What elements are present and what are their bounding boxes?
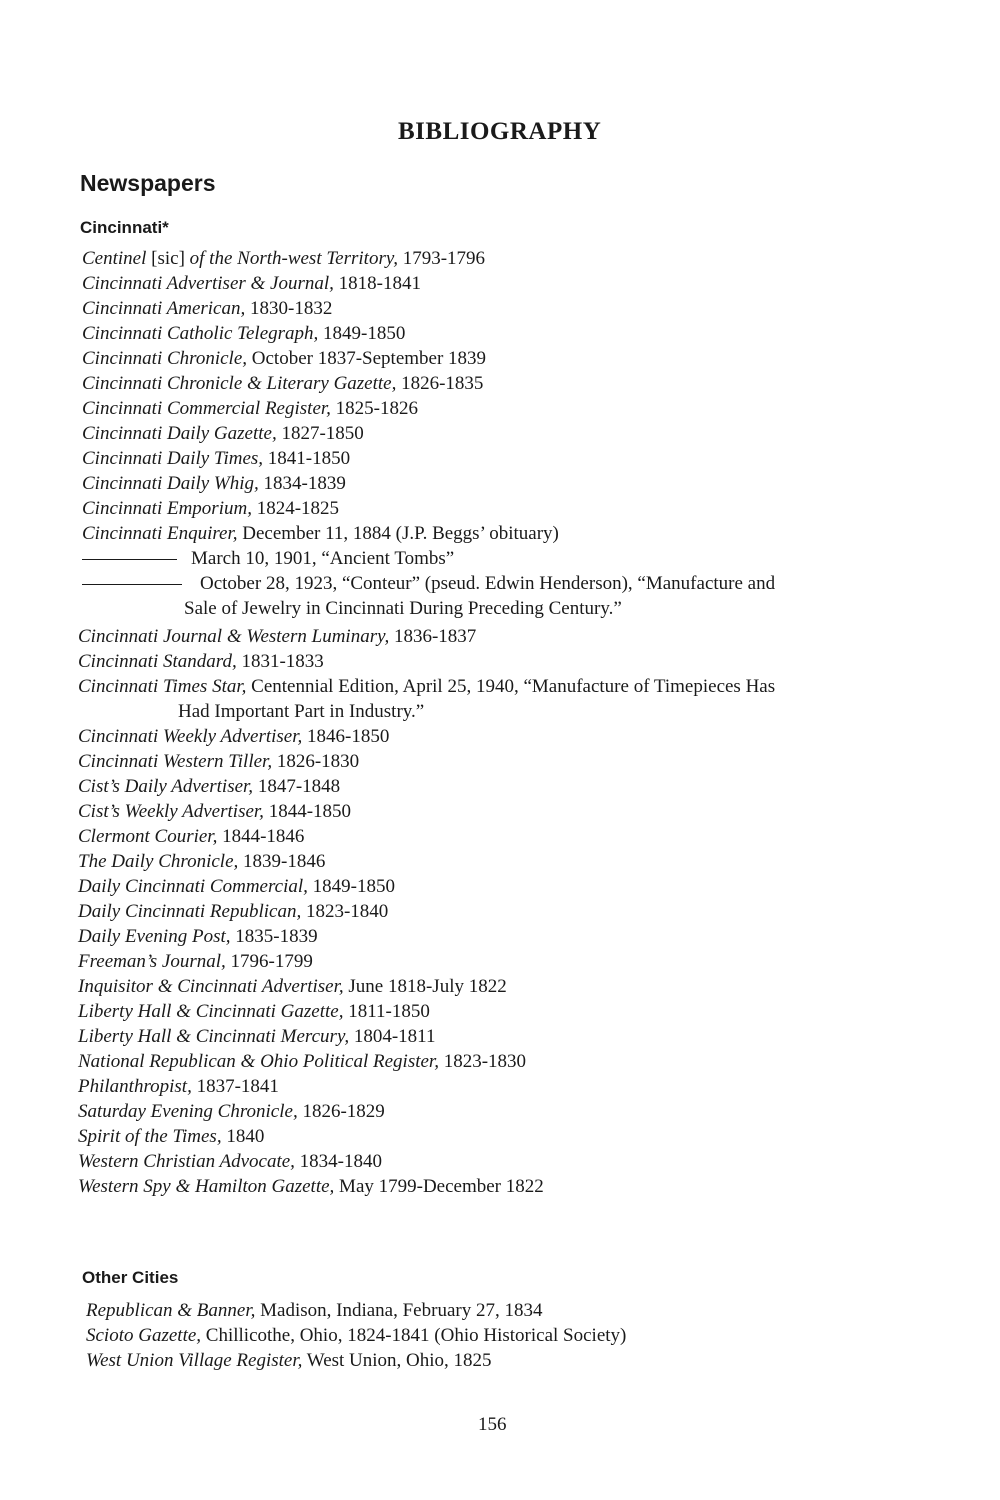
bibliography-entry — [82, 246, 485, 271]
entry-details: 1818-1841 — [333, 273, 421, 294]
entry-details: 1834-1839 — [258, 473, 346, 494]
bibliography-entry — [86, 1348, 492, 1373]
entry-details: 1823-1830 — [438, 1051, 527, 1072]
bibliography-entry — [78, 1049, 526, 1074]
bibliography-entry — [78, 849, 325, 874]
bibliography-entry — [78, 974, 507, 999]
bibliography-entry — [78, 749, 359, 774]
entry-details: 1836-1837 — [389, 626, 477, 647]
entry-details: 1840 — [221, 1126, 265, 1147]
bibliography-entry — [78, 1024, 435, 1049]
entry-title: National Republican & Ohio Political Register, — [78, 1051, 439, 1072]
bibliography-entry — [82, 296, 332, 321]
entry-title: Cincinnati Western Tiller, — [78, 751, 273, 772]
bibliography-entry — [78, 799, 351, 824]
entry-details: December 11, 1884 (J.P. Beggs’ obituary) — [237, 523, 559, 544]
bibliography-entry — [82, 346, 486, 371]
bibliography-entry — [78, 624, 476, 649]
entry-details: 1823-1840 — [301, 901, 389, 922]
entry-title: Cincinnati Chronicle & Literary Gazette, — [82, 373, 397, 394]
entry-title: Cincinnati Emporium, — [82, 498, 252, 519]
entry-details: 1827-1850 — [276, 423, 364, 444]
entry-details: West Union, Ohio, 1825 — [302, 1350, 492, 1371]
entry-title: Inquisitor & Cincinnati Advertiser, — [78, 976, 344, 997]
ditto-dash — [82, 559, 177, 560]
entry-title: Cincinnati Times Star, — [78, 676, 247, 697]
entry-details: 1849-1850 — [307, 876, 395, 897]
entry-details: 1834-1840 — [294, 1151, 382, 1172]
entry-title: West Union Village Register, — [86, 1350, 303, 1371]
entry-details: 1844-1850 — [263, 801, 352, 822]
entry-title: Liberty Hall & Cincinnati Gazette, — [78, 1001, 344, 1022]
entry-title: Cincinnati Daily Gazette, — [82, 423, 277, 444]
entry-title: Scioto Gazette, — [86, 1325, 202, 1346]
entry-title: Cincinnati Chronicle, — [82, 348, 248, 369]
bibliography-entry — [82, 496, 339, 521]
entry-details: 1796-1799 — [225, 951, 313, 972]
entry-title: Spirit of the Times, — [78, 1126, 222, 1147]
entry-details: 1847-1848 — [253, 776, 341, 797]
bibliography-entry — [86, 1298, 542, 1323]
bibliography-entry — [78, 1149, 382, 1174]
entry-details: 1804-1811 — [349, 1026, 436, 1047]
bibliography-entry — [78, 1099, 385, 1124]
entry-details: 1826-1830 — [272, 751, 360, 772]
bibliography-entry — [82, 446, 350, 471]
entry-title: Daily Cincinnati Republican, — [78, 901, 302, 922]
bibliography-entry — [78, 824, 304, 849]
bibliography-entry — [78, 1074, 279, 1099]
entry-details: 1837-1841 — [191, 1076, 279, 1097]
bibliography-entry — [78, 999, 430, 1024]
entry-details: October 1837-September 1839 — [247, 348, 487, 369]
subheading-other-cities: Other Cities — [82, 1268, 179, 1287]
bibliography-entry — [78, 949, 313, 974]
entry-title: Saturday Evening Chronicle, — [78, 1101, 298, 1122]
bibliography-entry — [78, 899, 388, 924]
bibliography-entry — [78, 1174, 544, 1199]
section-heading-newspapers: Newspapers — [80, 170, 216, 196]
entry-details: 1793-1796 — [397, 248, 486, 269]
entry-title: Cincinnati American, — [82, 298, 246, 319]
entry-title: Liberty Hall & Cincinnati Mercury, — [78, 1026, 350, 1047]
entry-details: October 28, 1923, “Conteur” (pseud. Edwin Henderson), “Manufacture and — [200, 573, 776, 594]
entry-title: Daily Cincinnati Commercial, — [78, 876, 308, 897]
entry-title: Daily Evening Post, — [78, 926, 231, 947]
bibliography-entry — [78, 874, 395, 899]
entry-title: The Daily Chronicle, — [78, 851, 239, 872]
entry-title: Clermont Courier, — [78, 826, 218, 847]
entry-title: Cincinnati Standard, — [78, 651, 237, 672]
entry-title: Cist’s Weekly Advertiser, — [78, 801, 264, 822]
entry-details: 1831-1833 — [236, 651, 324, 672]
entry-details: 1849-1850 — [318, 323, 406, 344]
entry-details: 1846-1850 — [302, 726, 390, 747]
bibliography-sub-entry — [82, 571, 775, 596]
page-title: BIBLIOGRAPHY — [398, 118, 602, 145]
bibliography-entry — [82, 371, 483, 396]
bibliography-entry — [78, 1124, 264, 1149]
entry-details: 1830-1832 — [245, 298, 333, 319]
entry-details: 1839-1846 — [238, 851, 326, 872]
bibliography-entry — [78, 649, 324, 674]
entry-title: Western Christian Advocate, — [78, 1151, 295, 1172]
entry-details: 1825-1826 — [330, 398, 418, 419]
bibliography-entry — [78, 774, 340, 799]
entry-note: [sic] — [146, 248, 190, 269]
entry-title: Cincinnati Enquirer, — [82, 523, 238, 544]
subheading-cincinnati: Cincinnati* — [80, 218, 169, 237]
bibliography-entry — [82, 521, 559, 546]
entry-details: June 1818-July 1822 — [343, 976, 507, 997]
entry-title: Cincinnati Weekly Advertiser, — [78, 726, 303, 747]
entry-title: Freeman’s Journal, — [78, 951, 226, 972]
entry-details: 1844-1846 — [217, 826, 305, 847]
entry-title-continued: of the North-west Territory, — [189, 248, 398, 269]
entry-continuation: Had Important Part in Industry.” — [178, 701, 425, 722]
ditto-dash — [82, 584, 182, 585]
entry-details: Madison, Indiana, February 27, 1834 — [255, 1300, 543, 1321]
bibliography-entry — [86, 1323, 626, 1348]
entry-title: Cincinnati Commercial Register, — [82, 398, 331, 419]
bibliography-entry — [82, 396, 418, 421]
entry-details: 1826-1835 — [396, 373, 484, 394]
bibliography-entry — [78, 924, 318, 949]
page-number: 156 — [478, 1414, 507, 1435]
entry-details: 1824-1825 — [251, 498, 340, 519]
bibliography-sub-entry — [82, 546, 454, 571]
entry-title: Cist’s Daily Advertiser, — [78, 776, 254, 797]
entry-title: Cincinnati Journal & Western Luminary, — [78, 626, 390, 647]
entry-title: Cincinnati Advertiser & Journal, — [82, 273, 334, 294]
entry-title: Philanthropist, — [78, 1076, 192, 1097]
bibliography-entry — [82, 471, 346, 496]
entry-details: 1811-1850 — [343, 1001, 430, 1022]
entry-details: May 1799-December 1822 — [334, 1176, 544, 1197]
bibliography-entry — [78, 724, 389, 749]
bibliography-entry — [82, 271, 421, 296]
bibliography-entry — [82, 321, 405, 346]
entry-details: Centennial Edition, April 25, 1940, “Manufacture of Timepieces Has — [246, 676, 776, 697]
entry-details: 1841-1850 — [263, 448, 351, 469]
entry-details: March 10, 1901, “Ancient Tombs” — [191, 548, 455, 569]
entry-details: Chillicothe, Ohio, 1824-1841 (Ohio Historical Society) — [201, 1325, 627, 1346]
bibliography-entry — [78, 674, 775, 699]
entry-title: Cincinnati Daily Whig, — [82, 473, 259, 494]
entry-continuation: Sale of Jewelry in Cincinnati During Preceding Century.” — [184, 598, 622, 619]
entry-title: Centinel — [82, 248, 147, 269]
entry-title: Cincinnati Daily Times, — [82, 448, 264, 469]
bibliography-entry — [82, 421, 364, 446]
entry-details: 1835-1839 — [230, 926, 318, 947]
entry-title: Republican & Banner, — [86, 1300, 256, 1321]
entry-title: Cincinnati Catholic Telegraph, — [82, 323, 319, 344]
entry-details: 1826-1829 — [297, 1101, 385, 1122]
entry-title: Western Spy & Hamilton Gazette, — [78, 1176, 335, 1197]
